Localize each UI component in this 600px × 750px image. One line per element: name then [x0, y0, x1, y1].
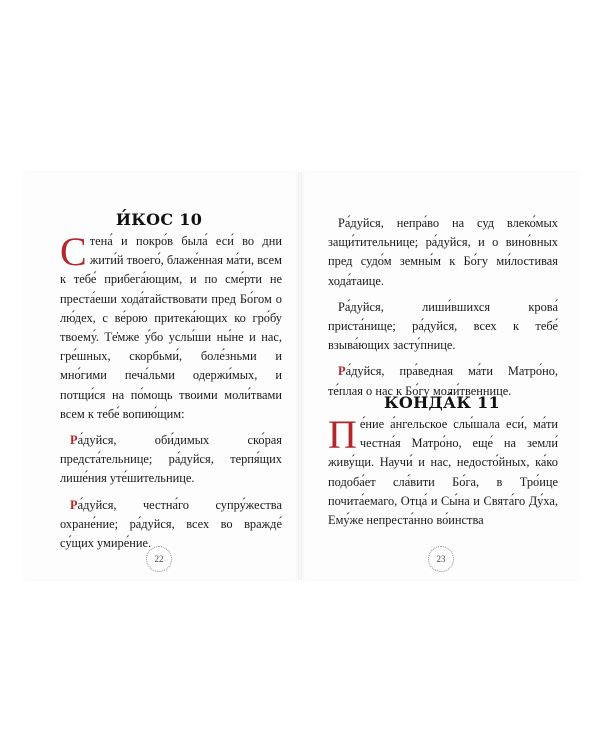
ikos-body — [60, 229, 282, 553]
kondak-dropcap: П — [328, 412, 357, 457]
ikos-chairete-2: Ра́дуйся, честна́го супру́жества охране́ние; ра́дуйся, всех во вражде́ су́щих умире́ние. — [60, 497, 282, 551]
page-number-left: 22 — [146, 546, 172, 572]
left-page — [22, 172, 296, 580]
ikos-chairete-1: Ра́дуйся, оби́димых ско́рая предста́тельнице; ра́дуйся, терпя́щих лише́ния уте́шительнице. — [60, 433, 282, 486]
kondak-body — [328, 412, 558, 530]
continuation-para-2: Ра́дуйся, лиши́вшихся крова́ приста́нище; ра́дуйся, всех к тебе́ взыва́ющих засту́пнице. — [328, 299, 558, 353]
right-page — [304, 172, 580, 580]
kondak-main-text: е́ние а́нгельское слы́шала еси́, ма́ти честна́я Матро́но, еще́ на земли́ живу́щи. Научи́ и нас, недосто́йных, ка́ко подоба́ет сла́вити Бо́га, в Тро́ице почита́емаго, Отца́ и Сы́на и Свята́го Ду́ха, Ему́же непреста́нно во́инства — [328, 417, 558, 528]
ikos-dropcap: С — [60, 229, 87, 274]
book-gutter — [298, 172, 302, 580]
continuation-para-3: Ра́дуйся, пра́ведная ма́ти Матро́но, те́плая о нас к Бо́гу моли́твеннице. — [328, 364, 558, 398]
ikos-continuation — [328, 214, 558, 401]
ikos-heading: И́КОС 10 — [115, 210, 203, 229]
kondak-heading: КОНДА́К 11 — [384, 393, 500, 412]
page-number-right: 23 — [428, 546, 454, 572]
ikos-main-text: тена́ и покро́в была́ еси́ во дни жити́й твоего́, блаже́нная ма́ти, всем к тебе́ прибега́ющим, и по сме́рти не преста́еши хода́тайствовати пред Бо́гом о лю́дех, с ве́рою притека́ющих ко гро́бу твоему́. Тe̓мже у́бо услы́ши ны́не и нас, гре́шных, скорбьми́, боле́зньми и мно́гими печа́льми одержи́мых, и потщи́ся на по́мощь твоими моли́твами всем к тебе́ вопию́щим: — [60, 234, 282, 421]
continuation-para-1: Ра́дуйся, непра́во на суд влеко́мых защи́тительнице; ра́дуйся, и о вино́вных пред судо́м земны́м к Бо́гу ми́лостивая хода́таице. — [328, 216, 558, 288]
